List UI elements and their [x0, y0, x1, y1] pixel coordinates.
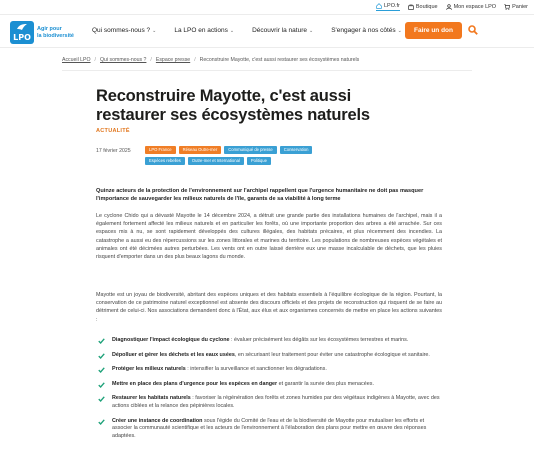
donate-button[interactable]: Faire un don [405, 22, 462, 39]
list-item-text: : intensifier la surveillance et sanctionner les dégradations. [185, 366, 327, 373]
utility-link-cart[interactable] [504, 4, 528, 10]
divider [0, 47, 534, 48]
list-item [96, 337, 442, 345]
list-item [96, 395, 442, 410]
list-item-text: : évaluer précisément les dégâts sur les écosystèmes terrestres et marins. [229, 337, 409, 343]
chevron-down-icon: ⌄ [397, 27, 402, 34]
article-category: ACTUALITÉ [96, 128, 130, 134]
check-icon [98, 396, 105, 402]
utility-link-label: Mon espace LPO [453, 4, 497, 10]
nav-item-decouvrir[interactable] [252, 27, 313, 34]
tag-lpo-france[interactable]: LPO France [145, 146, 176, 154]
nav-item-label: Découvrir la nature [252, 27, 307, 34]
list-item-text: et garantir la survie des plus menacées. [277, 380, 374, 387]
nav-item-label: Qui sommes-nous ? [92, 27, 151, 34]
list-item-title: Diagnostiquer l'impact écologique du cyclone [112, 337, 230, 343]
utility-bar [0, 0, 534, 14]
tag-list [145, 146, 345, 165]
breadcrumb-separator: / [150, 57, 152, 63]
breadcrumb-link-about[interactable]: Qui sommes-nous ? [100, 57, 147, 63]
list-item [96, 418, 442, 441]
nav-item-qui-sommes-nous[interactable] [92, 27, 156, 34]
list-item [96, 381, 442, 389]
tagline-line-2: la biodiversité [37, 32, 74, 39]
tag-outre-mer-international[interactable]: Outre-mer et International [188, 157, 244, 165]
nav-item-label: S'engager à nos côtés [331, 27, 396, 34]
tag-politique[interactable]: Politique [247, 157, 271, 165]
utility-link-lpo[interactable] [376, 3, 400, 11]
list-item [96, 352, 442, 360]
utility-link-account[interactable] [446, 4, 497, 10]
breadcrumb-current: Reconstruire Mayotte, c'est aussi restaurer ses écosystèmes naturels [199, 57, 360, 63]
user-icon [446, 4, 452, 10]
list-item-title: Restaurer les habitats naturels [112, 395, 191, 402]
utility-link-label: Boutique [415, 4, 438, 10]
site-header [0, 15, 534, 47]
breadcrumb-separator: / [194, 57, 196, 63]
check-icon [98, 419, 105, 425]
check-icon [98, 353, 105, 359]
utility-link-label: Panier [512, 4, 528, 10]
cart-icon [504, 4, 510, 10]
nav-item-sengager[interactable] [331, 27, 402, 34]
logo-text: LPO [13, 33, 31, 42]
nav-item-label: La LPO en actions [174, 27, 228, 34]
list-item-text: , en sécurisant leur traitement pour éviter une catastrophe écologique et sanitaire. [234, 351, 430, 358]
article-lede: Quinze acteurs de la protection de l'environnement sur l'archipel rappellent que l'urgence humanitaire ne doit pas masquer l'importance de sauvegarder les milieux naturels de l'île, garants de sa viabilité à long terme [96, 188, 424, 203]
breadcrumb-separator: / [94, 57, 96, 63]
list-item-title: Protéger les milieux naturels [112, 366, 186, 373]
divider [62, 70, 472, 71]
chevron-down-icon: ⌄ [229, 27, 235, 34]
bird-icon [16, 23, 28, 31]
check-icon [98, 367, 105, 373]
search-icon[interactable] [468, 25, 478, 35]
main-nav [92, 27, 402, 34]
article-paragraph: Le cyclone Chido qui a dévasté Mayotte le 14 décembre 2024, a détruit une grande partie des installations humaines de l'archipel, mais il a également fortement affecté les milieux naturels et en particulier les forêts, où une importante proportion des arbres a été arrachée. Sur ces espaces mis à nu, se sont rapidement développés des cultures illégales, des habitats précaires, et plus récemment des incendies. La catastrophe a aussi eu des répercussions sur les zones littorales et marines du territoire. Les populations de nombreuses espèces végétales et animales ont été décimées autres perturbées. Les vents ont en outre laissé derrière eux une masse incalculable de déchets, que les pluies risquent d'emporter dans un des plus beaux lagons du monde. [96, 213, 442, 261]
check-icon [98, 338, 105, 344]
home-icon [376, 3, 382, 9]
chevron-down-icon: ⌄ [308, 27, 314, 34]
shop-icon [408, 4, 414, 10]
chevron-down-icon: ⌄ [152, 27, 157, 34]
utility-link-label: LPO.fr [383, 3, 400, 9]
list-item-text: : favoriser la régénération des forêts et zones humides par des végétaux indigènes à Mayotte, avec des actions ciblées et la relance des pépinières locales. [112, 395, 440, 409]
utility-link-shop[interactable] [408, 4, 438, 10]
tagline-line-1: Agir pour [37, 26, 62, 32]
breadcrumb-link-home[interactable]: Accueil LPO [62, 57, 91, 63]
list-item-title: Créer une instance de coordination [112, 417, 203, 424]
article-date: 17 février 2025 [96, 148, 131, 154]
brand-tagline [37, 26, 87, 39]
breadcrumb [62, 57, 359, 63]
tag-communique[interactable]: Communiqué de presse [224, 146, 276, 154]
action-checklist [96, 337, 442, 447]
nav-item-lpo-en-actions[interactable] [174, 27, 234, 34]
breadcrumb-link-press[interactable]: Espace presse [155, 57, 191, 63]
tag-conservation[interactable]: Conservation [280, 146, 313, 154]
check-icon [98, 382, 105, 388]
list-item-title: Dépolluer et gérer les déchets et les eaux usées [112, 351, 235, 358]
page-title: Reconstruire Mayotte, c'est aussi restaurer ses écosystèmes naturels [96, 87, 370, 124]
list-item [96, 366, 442, 374]
list-item-text: sous l'égide du Comité de l'eau et de la biodiversité de Mayotte pour mutualiser les efforts et associer la communauté scientifique et les acteurs de l'environnement à l'élaboration des plans pour mettre en œuvre des réponses adaptées. [112, 417, 427, 439]
tag-especes[interactable]: Espèces rebelles [145, 157, 185, 165]
list-item-title: Mettre en place des plans d'urgence pour les espèces en danger [112, 380, 278, 387]
tag-reseau-outre-mer[interactable]: Réseau Outre-mer [179, 146, 222, 154]
lpo-logo[interactable] [10, 21, 34, 44]
article-paragraph: Mayotte est un joyau de biodiversité, abritant des espèces uniques et des habitats essentiels à l'équilibre écologique de la région. Pourtant, la conservation de ce patrimoine naturel exceptionnel est absente des discours officiels et des projets de reconstruction qui risquent de se faire au détriment de celui-ci. Nos associations demandent donc à l'État, aux élus et aux organismes concernés de mettre en place les actions suivantes : [96, 292, 442, 323]
